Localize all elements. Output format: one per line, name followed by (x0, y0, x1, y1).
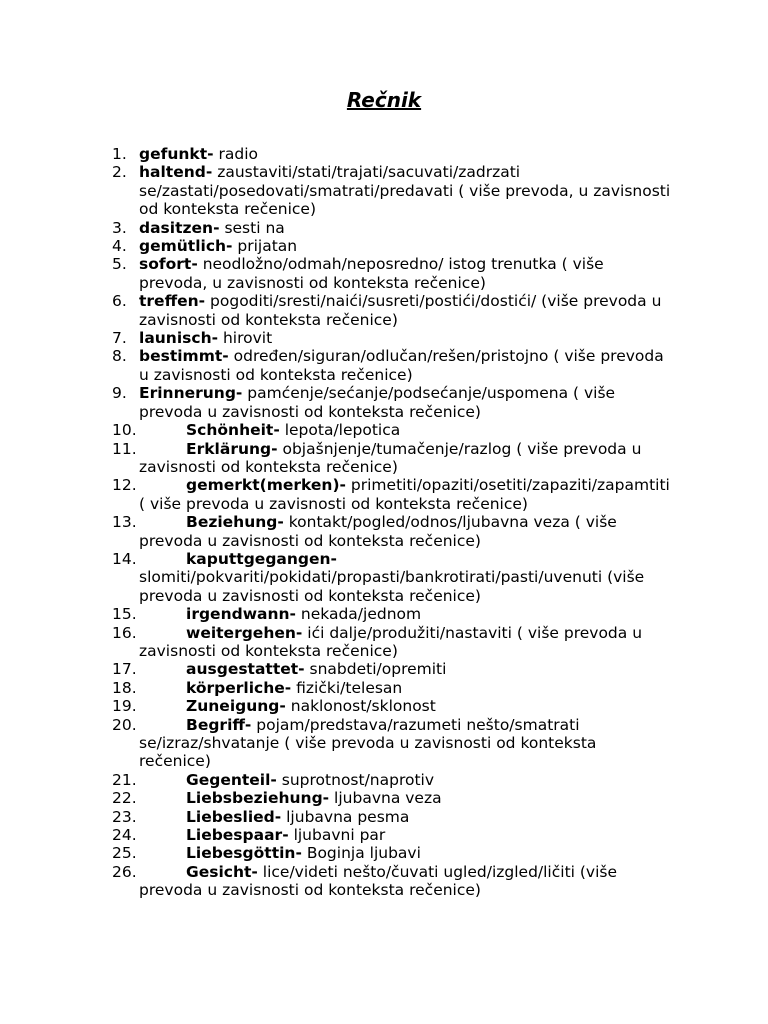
list-item (112, 660, 672, 678)
translation-text: ići dalje/produžiti/nastaviti ( više prevoda u zavisnosti od konteksta rečenice) (139, 623, 643, 660)
list-item (112, 237, 672, 255)
german-term: irgendwann- (186, 605, 296, 624)
translation-text: objašnjenje/tumačenje/razlog ( više prevoda u zavisnosti od konteksta rečenice) (139, 439, 642, 476)
list-item-number: 23. (112, 807, 137, 826)
german-term: gemütlich- (139, 237, 233, 256)
translation-text: lice/videti nešto/čuvati ugled/izgled/ličiti (više prevoda u zavisnosti od konteksta rečenice) (139, 862, 618, 900)
translation-text: pamćenje/sećanje/podsećanje/uspomena ( više prevoda u zavisnosti od konteksta rečenice) (139, 384, 616, 421)
german-term: sofort- (139, 255, 198, 274)
list-item (112, 163, 672, 218)
german-term: gefunkt- (139, 145, 214, 163)
translation-text: slomiti/pokvariti/pokidati/propasti/bankrotirati/pasti/uvenuti (više prevoda u zavisnosti od konteksta rečenice) (139, 568, 645, 605)
translation-text: primetiti/opaziti/osetiti/zapaziti/zapamtiti ( više prevoda u zavisnosti od konteksta rečenice) (139, 476, 670, 513)
list-item-number: 4. (112, 237, 127, 256)
list-item-number: 3. (112, 218, 127, 237)
translation-text: fizički/telesan (291, 678, 403, 697)
list-item (112, 550, 672, 605)
translation-text: snabdeti/opremiti (304, 660, 447, 679)
german-term: Gesicht- (186, 862, 258, 881)
translation-text: neodložno/odmah/neposredno/ istog trenutka ( više prevoda, u zavisnosti od konteksta rečenice) (139, 255, 604, 292)
german-term: launisch- (139, 329, 219, 348)
list-item (112, 513, 672, 550)
list-item-number: 22. (112, 789, 137, 808)
list-item-number: 16. (112, 623, 137, 642)
translation-text: hirovit (218, 329, 273, 348)
german-term: treffen- (139, 292, 206, 311)
list-item (112, 421, 672, 439)
list-item (112, 826, 672, 844)
german-term: bestimmt- (139, 347, 229, 366)
german-term: Zuneigung- (186, 697, 286, 716)
list-item (112, 384, 672, 421)
translation-text: prijatan (232, 237, 298, 256)
list-item-number: 14. (112, 549, 137, 568)
list-item (112, 789, 672, 807)
german-term: Erklärung- (186, 439, 278, 458)
page-title: Rečnik (346, 88, 422, 112)
list-item-number: 1. (112, 145, 127, 163)
list-item-number: 5. (112, 255, 127, 274)
list-item-number: 12. (112, 476, 137, 495)
german-term: Beziehung- (186, 513, 284, 532)
german-term: Liebsbeziehung- (186, 789, 330, 808)
list-item (112, 476, 672, 513)
german-term: ausgestattet- (186, 660, 305, 679)
german-term: Gegenteil- (186, 770, 277, 789)
german-term: Liebeslied- (186, 807, 282, 826)
translation-text: ljubavna veza (329, 789, 442, 808)
translation-text: sesti na (219, 218, 285, 237)
list-item-number: 8. (112, 347, 127, 366)
german-term: körperliche- (186, 678, 292, 697)
german-term: haltend- (139, 163, 213, 182)
list-item (112, 440, 672, 477)
german-term: Liebespaar- (186, 826, 289, 845)
translation-text: pogoditi/sresti/naići/susreti/postići/dostići/ (više prevoda u zavisnosti od konteksta rečenice) (139, 292, 662, 329)
translation-text: nekada/jednom (295, 605, 422, 624)
list-item (112, 716, 672, 771)
list-item-number: 26. (112, 862, 137, 881)
list-item-number: 19. (112, 697, 137, 716)
list-item-number: 18. (112, 678, 137, 697)
list-item (112, 844, 672, 862)
translation-text: ljubavna pesma (281, 807, 410, 826)
list-item-number: 13. (112, 513, 137, 532)
list-item (112, 255, 672, 292)
list-item (112, 329, 672, 347)
list-item-number: 7. (112, 329, 127, 348)
list-item-number: 11. (112, 439, 137, 458)
german-term: Liebesgöttin- (186, 844, 302, 863)
list-item-number: 25. (112, 844, 137, 863)
list-item-number: 2. (112, 163, 127, 182)
list-item (112, 624, 672, 661)
list-item (112, 145, 672, 163)
list-item-number: 15. (112, 605, 137, 624)
translation-text: ljubavni par (288, 826, 386, 845)
german-term: gemerkt(merken)- (186, 476, 346, 495)
translation-text: lepota/lepotica (279, 421, 401, 440)
list-item-number: 9. (112, 384, 127, 403)
translation-text: radio (213, 145, 259, 163)
list-item-number: 24. (112, 826, 137, 845)
list-item-number: 20. (112, 715, 137, 734)
list-item-number: 17. (112, 660, 137, 679)
list-item-number: 6. (112, 292, 127, 311)
list-item (112, 808, 672, 826)
german-term: Erinnerung- (139, 384, 243, 403)
german-term: Schönheit- (186, 421, 280, 440)
list-item (112, 771, 672, 789)
translation-text: pojam/predstava/razumeti nešto/smatrati se/izraz/shvatanje ( više prevoda u zavisnosti od konteksta rečenice) (139, 715, 597, 771)
translation-text: naklonost/sklonost (285, 697, 436, 716)
vocabulary-list (112, 145, 672, 900)
list-item-number: 21. (112, 770, 137, 789)
german-term: Begriff- (186, 715, 252, 734)
list-item (112, 697, 672, 715)
list-item (112, 347, 672, 384)
list-item (112, 605, 672, 623)
german-term: dasitzen- (139, 218, 220, 237)
translation-text: zaustaviti/stati/trajati/sacuvati/zadrzati se/zastati/posedovati/smatrati/predavati ( više prevoda, u zavisnosti od konteksta rečenice) (139, 163, 671, 219)
german-term: weitergehen- (186, 623, 303, 642)
german-term: kaputtgegangen- (186, 549, 337, 568)
list-item (112, 219, 672, 237)
translation-text: suprotnost/naprotiv (276, 770, 435, 789)
list-item (112, 292, 672, 329)
list-item (112, 679, 672, 697)
translation-text: kontakt/pogled/odnos/ljubavna veza ( više prevoda u zavisnosti od konteksta rečenice) (139, 513, 617, 550)
list-item-number: 10. (112, 421, 137, 440)
translation-text: Boginja ljubavi (301, 844, 421, 863)
list-item (112, 863, 672, 900)
translation-text: određen/siguran/odlučan/rešen/pristojno ( više prevoda u zavisnosti od konteksta rečenice) (139, 347, 664, 384)
